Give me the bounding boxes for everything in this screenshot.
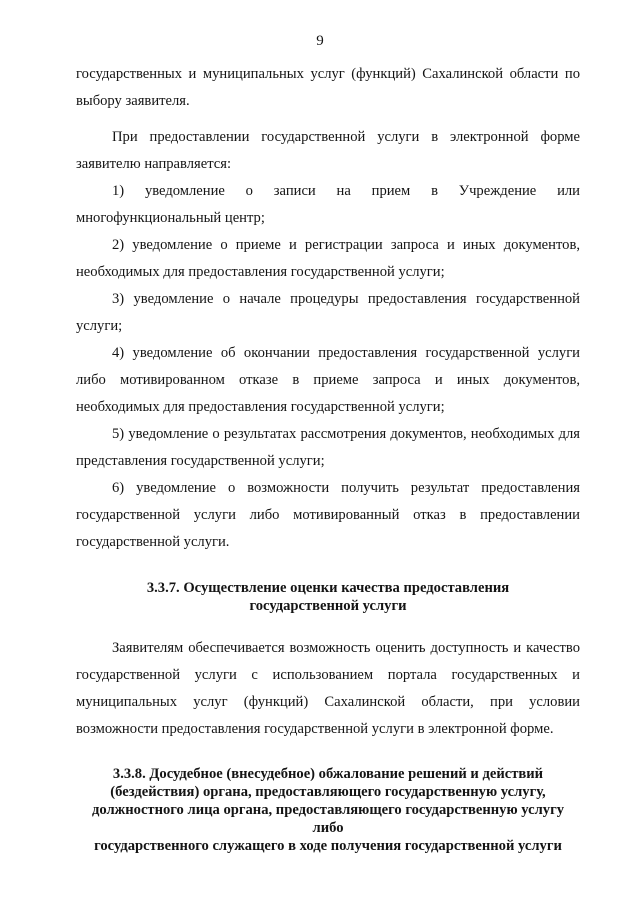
paragraph-continuation: государственных и муниципальных услуг (функций) Сахалинской области по выбору заявителя.	[76, 66, 580, 109]
list-item-1-line2: многофункциональный центр;	[76, 210, 265, 226]
page-number: 9	[316, 33, 324, 49]
list-item-5: 5) уведомление о результатах рассмотрения документов, необходимых для представления государственной услуги;	[76, 426, 580, 469]
section-heading-3-3-7-line2: государственной услуги	[249, 598, 407, 614]
list-item-4: 4) уведомление об окончании предоставления государственной услуги либо мотивированном отказе в приеме запроса и иных документов, необходимых для предоставления государственной услуги;	[76, 345, 580, 415]
list-item-6: 6) уведомление о возможности получить результат предоставления государственной услуги либо мотивированный отказ в предоставлении государственной услуги.	[76, 480, 580, 550]
section-heading-3-3-7	[76, 579, 580, 615]
list-item-2: 2) уведомление о приеме и регистрации запроса и иных документов, необходимых для предоставления государственной услуги;	[76, 237, 580, 280]
section-heading-3-3-8-line1: 3.3.8. Досудебное (внесудебное) обжалование решений и действий	[112, 766, 544, 782]
section-heading-3-3-8-line3: должностного лица органа, предоставляющего государственную услугу либо	[91, 802, 565, 836]
paragraph-electronic-notifications-intro: При предоставлении государственной услуги в электронной форме заявителю направляется:	[76, 129, 580, 172]
document-body	[76, 61, 580, 855]
section-heading-3-3-7-line1: 3.3.7. Осуществление оценки качества предоставления	[146, 580, 510, 596]
list-item-1-line1: 1) уведомление о записи на прием в Учреждение или	[112, 183, 580, 199]
section-heading-3-3-8-line4: государственного служащего в ходе получения государственной услуги	[94, 838, 562, 854]
section-heading-3-3-8-line2: (бездействия) органа, предоставляющего государственную услугу,	[110, 784, 546, 800]
section-3-3-7-body: Заявителям обеспечивается возможность оценить доступность и качество государственной услуги с использованием портала государственных и муниципальных услуг (функций) Сахалинской области, при условии возможности предоставления государственной услуги в электронной форме.	[76, 640, 580, 737]
section-heading-3-3-8	[76, 765, 580, 855]
list-item-3: 3) уведомление о начале процедуры предоставления государственной услуги;	[76, 291, 580, 334]
